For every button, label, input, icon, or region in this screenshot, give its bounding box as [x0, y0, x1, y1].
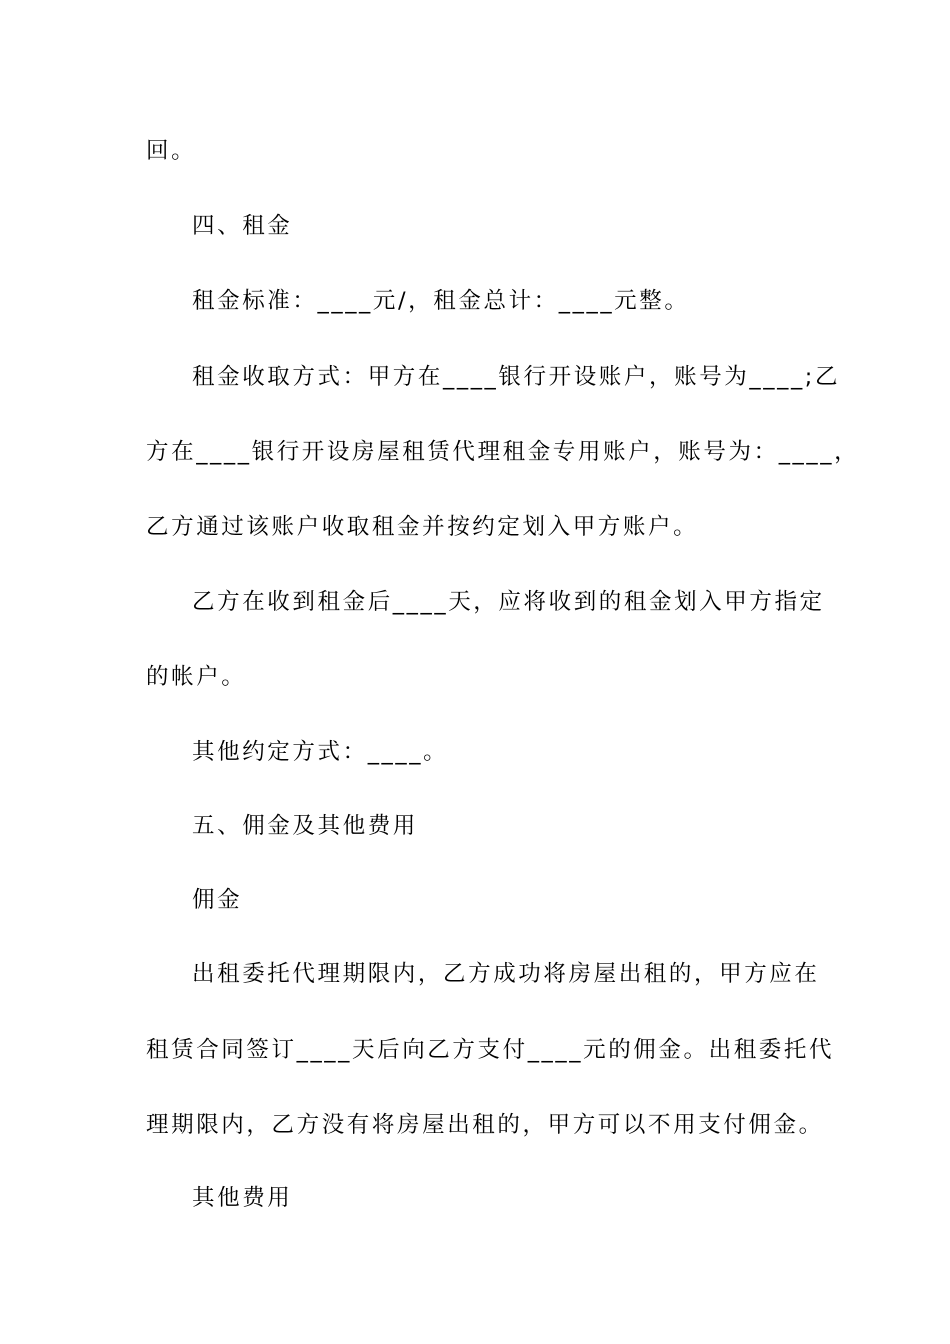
text-line-other-method: 其他约定方式：____。 [192, 739, 449, 765]
section-heading-commission: 五、佣金及其他费用 [192, 813, 418, 839]
text-line-transfer-cont: 的帐户。 [146, 664, 247, 690]
text-line-rent-method-cont-1: 方在____银行开设房屋租赁代理租金专用账户，账号为：____， [146, 439, 860, 465]
subheading-commission: 佣金 [192, 887, 243, 913]
text-line-rent-method: 租金收取方式：甲方在____银行开设账户，账号为____;乙 [192, 364, 841, 390]
section-heading-rent: 四、租金 [192, 213, 293, 239]
text-line-1: 回。 [146, 138, 197, 164]
text-line-transfer: 乙方在收到租金后____天，应将收到的租金划入甲方指定 [192, 589, 825, 615]
text-line-commission-1: 出租委托代理期限内，乙方成功将房屋出租的，甲方应在 [192, 961, 820, 987]
text-line-rent-standard: 租金标准：____元/，租金总计：____元整。 [192, 288, 690, 314]
subheading-other-fees: 其他费用 [192, 1185, 293, 1211]
text-line-commission-3: 理期限内，乙方没有将房屋出租的，甲方可以不用支付佣金。 [146, 1112, 824, 1138]
text-line-rent-method-cont-2: 乙方通过该账户收取租金并按约定划入甲方账户。 [146, 514, 699, 540]
text-line-commission-2: 租赁合同签订____天后向乙方支付____元的佣金。出租委托代 [146, 1037, 835, 1063]
